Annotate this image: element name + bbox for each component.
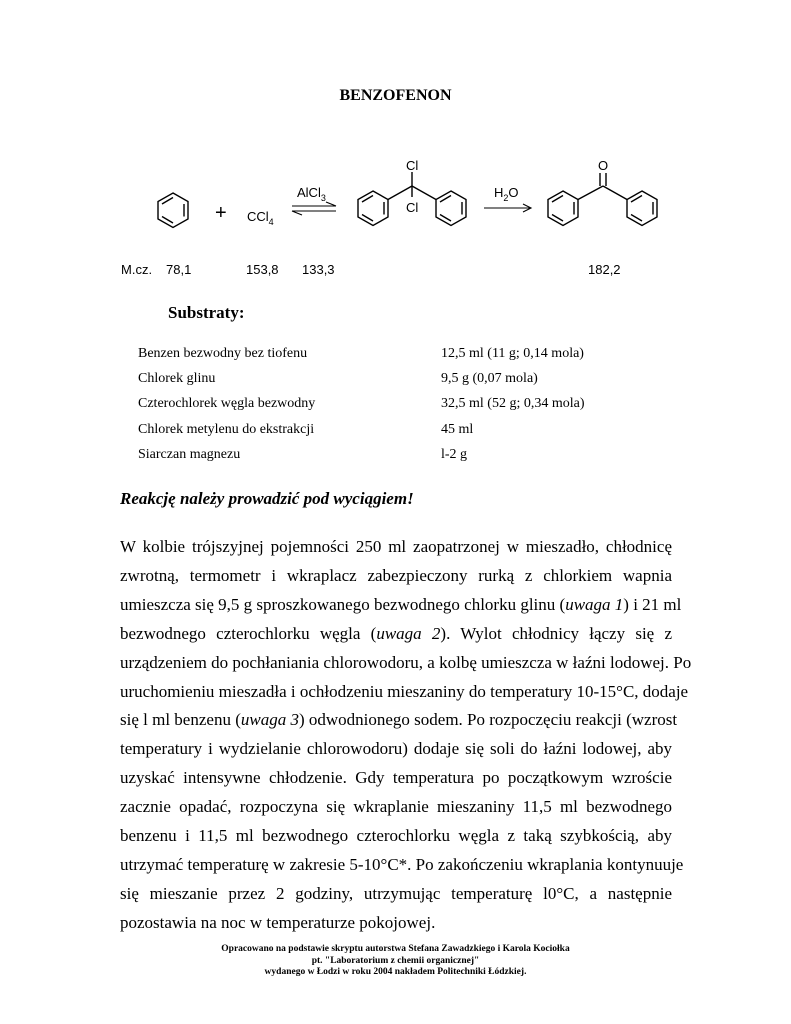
procedure-line: uzyskać intensywne chłodzenie. Gdy temperatura po początkowym wzroście [120,768,672,788]
footer-line: Opracowano na podstawie skryptu autorstwa Stefana Zawadzkiego i Karola Kociołka [221,944,570,954]
procedure-line: utrzymać temperaturę w zakresie 5-10°C*. Po zakończeniu wkraplania kontynuuje [120,854,684,874]
reagent-name: Czterochlorek węgla bezwodny [138,396,316,412]
procedure-line: zwrotną, termometr i wkraplacz zabezpieczony rurką z chlorkiem wapnia [120,565,672,585]
document-title: BENZOFENON [339,87,452,104]
procedure-line: benzenu i 11,5 ml bezwodnego czterochlorku węgla z taką szybkością, aby [120,826,672,846]
procedure-line: pozostawia na noc w temperaturze pokojowej. [120,912,436,932]
procedure-paragraph [120,533,692,938]
catalyst-formula: AlCl$_3$ [297,185,326,203]
ccl4-formula: CCl$_4$ [247,209,274,227]
reagent-name: Siarczan magnezu [138,446,241,462]
reagent-amount: 12,5 ml (11 g; 0,14 mola) [441,346,584,361]
reaction-arrow [484,204,531,212]
substrates-heading: Substraty: [168,303,245,322]
molar-mass-label: M.cz. [121,262,153,277]
note-reference: uwaga 3 [240,710,299,730]
equilibrium-arrow [292,202,336,215]
note-reference: uwaga 1 [565,594,624,614]
molar-mass-ccl4: 153,8 [246,262,279,277]
dichlorodiphenylmethane-structure [358,172,466,226]
reagent-row [138,447,658,472]
reaction-scheme [0,150,791,250]
carbonyl-oxygen-label: O [598,158,609,173]
procedure-line: bezwodnego czterochlorku węgla (uwaga 2). Wylot chłodnicy łączy się z [120,623,672,643]
reagent-row [138,371,658,396]
procedure-line: uruchomieniu mieszadła i ochłodzeniu mieszaniny do temperatury 10-15°C, dodaje [120,681,689,701]
molar-mass-benzophenone: 182,2 [588,262,621,277]
footer-line: pt. "Laboratorium z chemii organicznej" [311,955,480,966]
benzene-structure [158,193,188,228]
procedure-line: W kolbie trójszyjnej pojemności 250 ml zaopatrzonej w mieszadło, chłodnicę [120,537,672,556]
reagent-amount: 32,5 ml (52 g; 0,34 mola) [441,396,585,412]
reagent-name: Benzen bezwodny bez tiofenu [138,346,308,361]
procedure-line: temperatury i wydzielanie chlorowodoru) dodaje się soli do łaźni lodowej, aby [120,739,672,759]
molar-mass-benzene: 78,1 [166,262,192,277]
reagent-row [138,346,658,371]
reagents-table [138,346,658,472]
reagent-name: Chlorek metylenu do ekstrakcji [138,421,315,437]
procedure-line: urządzeniem do pochłaniania chlorowodoru, a kolbę umieszcza w łaźni lodowej. Po [120,652,692,672]
reagent-amount: 9,5 g (0,07 mola) [441,371,538,387]
benzophenone-structure [548,173,657,226]
molar-mass-alcl3: 133,3 [302,262,335,277]
reagent-row [138,422,658,447]
reagent-row [138,396,658,421]
chlorine-bottom-label: Cl [406,200,419,215]
plus-sign: + [215,202,227,224]
source-footer [0,944,791,979]
procedure-line: zacznie opadać, rozpoczyna się wkraplanie mieszaniny 11,5 ml bezwodnego [120,797,672,817]
reagent-amount: 45 ml [441,421,474,437]
reagent-name: Chlorek glinu [138,371,216,387]
chlorine-top-label: Cl [406,158,419,173]
procedure-line: się mieszanie przez 2 godziny, utrzymując temperaturę l0°C, a następnie [120,883,672,903]
water-formula: $H_2O$ [494,185,519,203]
reagent-amount: l-2 g [441,446,468,462]
safety-warning: Reakcję należy prowadzić pod wyciągiem! [120,489,414,508]
procedure-line: się l ml benzenu (uwaga 3) odwodnionego sodem. Po rozpoczęciu reakcji (wzrost [120,710,678,730]
note-reference: uwaga 2 [376,623,441,643]
procedure-line: umieszcza się 9,5 g sproszkowanego bezwodnego chlorku glinu (uwaga 1) i 21 ml [120,594,682,614]
footer-line: wydanego w Łodzi w roku 2004 nakładem Politechniki Łódzkiej. [264,967,527,977]
